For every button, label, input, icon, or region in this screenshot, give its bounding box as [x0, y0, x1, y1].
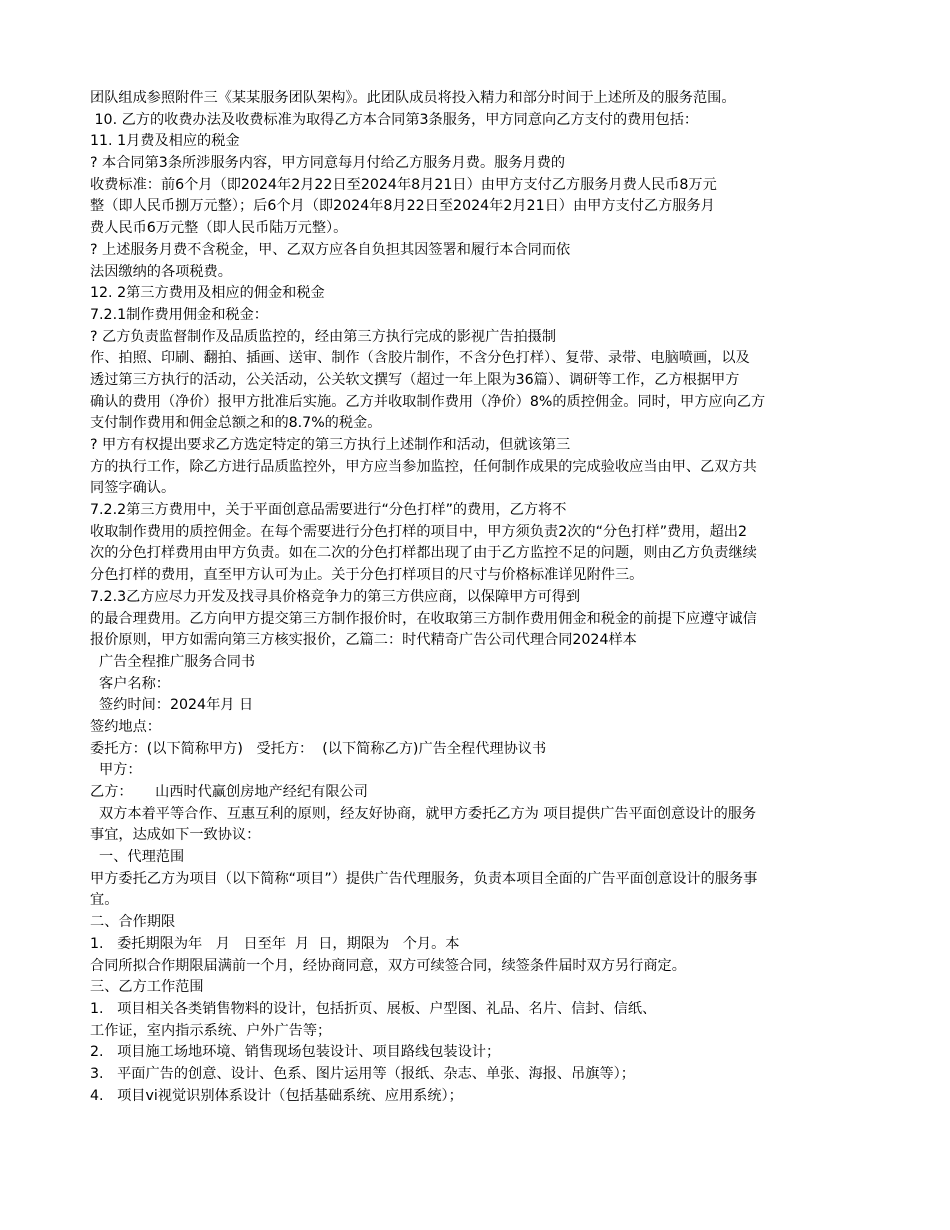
text-line: 整（即人民币捌万元整）；后6个月（即2024年8月22日至2024年2月21日）由甲方支付乙方服务月 — [90, 198, 715, 215]
text-line: 确认的费用（净价）报甲方批准后实施。乙方并收取制作费用（净价）8%的质控佣金。同时，甲方应向乙方 — [90, 393, 766, 410]
text-line: 1. 项目相关各类销售物料的设计，包括折页、展板、户型图、礼品、名片、信封、信纸、 — [90, 1000, 657, 1017]
text-line: 收取制作费用的质控佣金。在每个需要进行分色打样的项目中，甲方须负责2次的“分色打样”费用，超出2 — [90, 523, 748, 540]
text-line: 1. 委托期限为年 月 日至年 月 日，期限为 个月。本 — [90, 935, 460, 952]
text-line: 7.2.3乙方应尽力开发及找寻具价格竞争力的第三方供应商，以保障甲方可得到 — [90, 588, 581, 605]
text-line: 12. 2第三方费用及相应的佣金和税金 — [90, 285, 325, 302]
text-line: 甲方委托乙方为项目（以下简称“项目”）提供广告代理服务，负责本项目全面的广告平面创意设计的服务事 — [90, 870, 758, 887]
text-line: 方的执行工作，除乙方进行品质监控外，甲方应当参加监控，任何制作成果的完成验收应当由甲、乙双方共 — [90, 458, 757, 475]
text-line: ? 甲方有权提出要求乙方选定特定的第三方执行上述制作和活动，但就该第三 — [90, 437, 571, 453]
text-line: 三、乙方工作范围 — [90, 979, 204, 996]
text-line: ? 乙方负责监督制作及品质监控的，经由第三方执行完成的影视广告拍摄制 — [90, 328, 557, 345]
text-line: 7.2.2第三方费用中，关于平面创意品需要进行“分色打样”的费用，乙方将不 — [90, 502, 567, 519]
text-line: 签约时间：2024年月 日 — [90, 697, 254, 714]
text-line: 支付制作费用和佣金总额之和的8.7%的税金。 — [90, 415, 382, 432]
text-line: 委托方：(以下简称甲方) 受托方： (以下简称乙方)广告全程代理协议书 — [90, 740, 547, 757]
text-line: 宜。 — [90, 892, 119, 909]
text-line: 2. 项目施工场地环境、销售现场包装设计、项目路线包装设计； — [90, 1044, 501, 1061]
text-line: 签约地点： — [90, 718, 161, 735]
text-line: 客户名称： — [90, 675, 170, 692]
text-line: 分色打样的费用，直至甲方认可为止。关于分色打样项目的尺寸与价格标准详见附件三。 — [90, 567, 644, 584]
text-line: 7.2.1制作费用佣金和税金： — [90, 306, 268, 323]
text-line: 双方本着平等合作、互惠互利的原则，经友好协商，就甲方委托乙方为 项目提供广告平面创意设计的服务 — [90, 805, 757, 822]
text-line: 法因缴纳的各项税费。 — [90, 263, 232, 280]
text-line: 收费标准：前6个月（即2024年2月22日至2024年8月21日）由甲方支付乙方服务月费人民币8万元 — [90, 176, 717, 193]
text-line: ? 本合同第3条所涉服务内容，甲方同意每月付给乙方服务月费。服务月费的 — [90, 155, 566, 172]
text-line: 甲方： — [90, 762, 142, 779]
text-line: 工作证，室内指示系统、户外广告等； — [90, 1022, 332, 1039]
text-line: 透过第三方执行的活动，公关活动，公关软文撰写（超过一年上限为36篇）、调研等工作，乙方根据甲方 — [90, 371, 740, 388]
text-line: 10. 乙方的收费办法及收费标准为取得乙方本合同第3条服务，甲方同意向乙方支付的费用包括： — [90, 111, 699, 128]
text-line: 团队组成参照附件三《某某服务团队架构》。此团队成员将投入精力和部分时间于上述所及的服务范围。 — [90, 90, 736, 106]
text-line: 的最合理费用。乙方向甲方提交第三方制作报价时，在收取第三方制作费用佣金和税金的前提下应遵守诚信 — [90, 610, 757, 627]
text-line: 合同所拟合作期限届满前一个月，经协商同意，双方可续签合同，续签条件届时双方另行商定。 — [90, 957, 686, 974]
text-line: 一、代理范围 — [90, 849, 185, 866]
text-line: 4. 项目vi视觉识别体系设计（包括基础系统、应用系统）； — [90, 1087, 463, 1104]
text-line: 二、合作期限 — [90, 914, 176, 931]
text-line: 11. 1月费及相应的税金 — [90, 133, 240, 150]
document-page — [90, 88, 865, 1107]
text-line: ? 上述服务月费不含税金，甲、乙双方应各自负担其因签署和履行本合同而依 — [90, 241, 571, 258]
text-line: 乙方： 山西时代赢创房地产经纪有限公司 — [90, 784, 368, 800]
text-line: 作、拍照、印刷、翻拍、插画、送审、制作（含胶片制作，不含分色打样）、复带、录带、电脑喷画，以及 — [90, 350, 750, 367]
text-line: 事宜，达成如下一致协议： — [90, 827, 261, 844]
text-line: 广告全程推广服务合同书 — [90, 653, 256, 670]
text-line: 费人民币6万元整（即人民币陆万元整）。 — [90, 220, 348, 237]
text-line: 报价原则，甲方如需向第三方核实报价，乙篇二：时代精奇广告公司代理合同2024样本 — [90, 632, 637, 649]
text-line: 同签字确认。 — [90, 480, 176, 497]
text-line: 3. 平面广告的创意、设计、色系、图片运用等（报纸、杂志、单张、海报、吊旗等）； — [90, 1065, 635, 1082]
text-line: 次的分色打样费用由甲方负责。如在二次的分色打样都出现了由于乙方监控不足的问题，则由乙方负责继续 — [90, 545, 757, 562]
